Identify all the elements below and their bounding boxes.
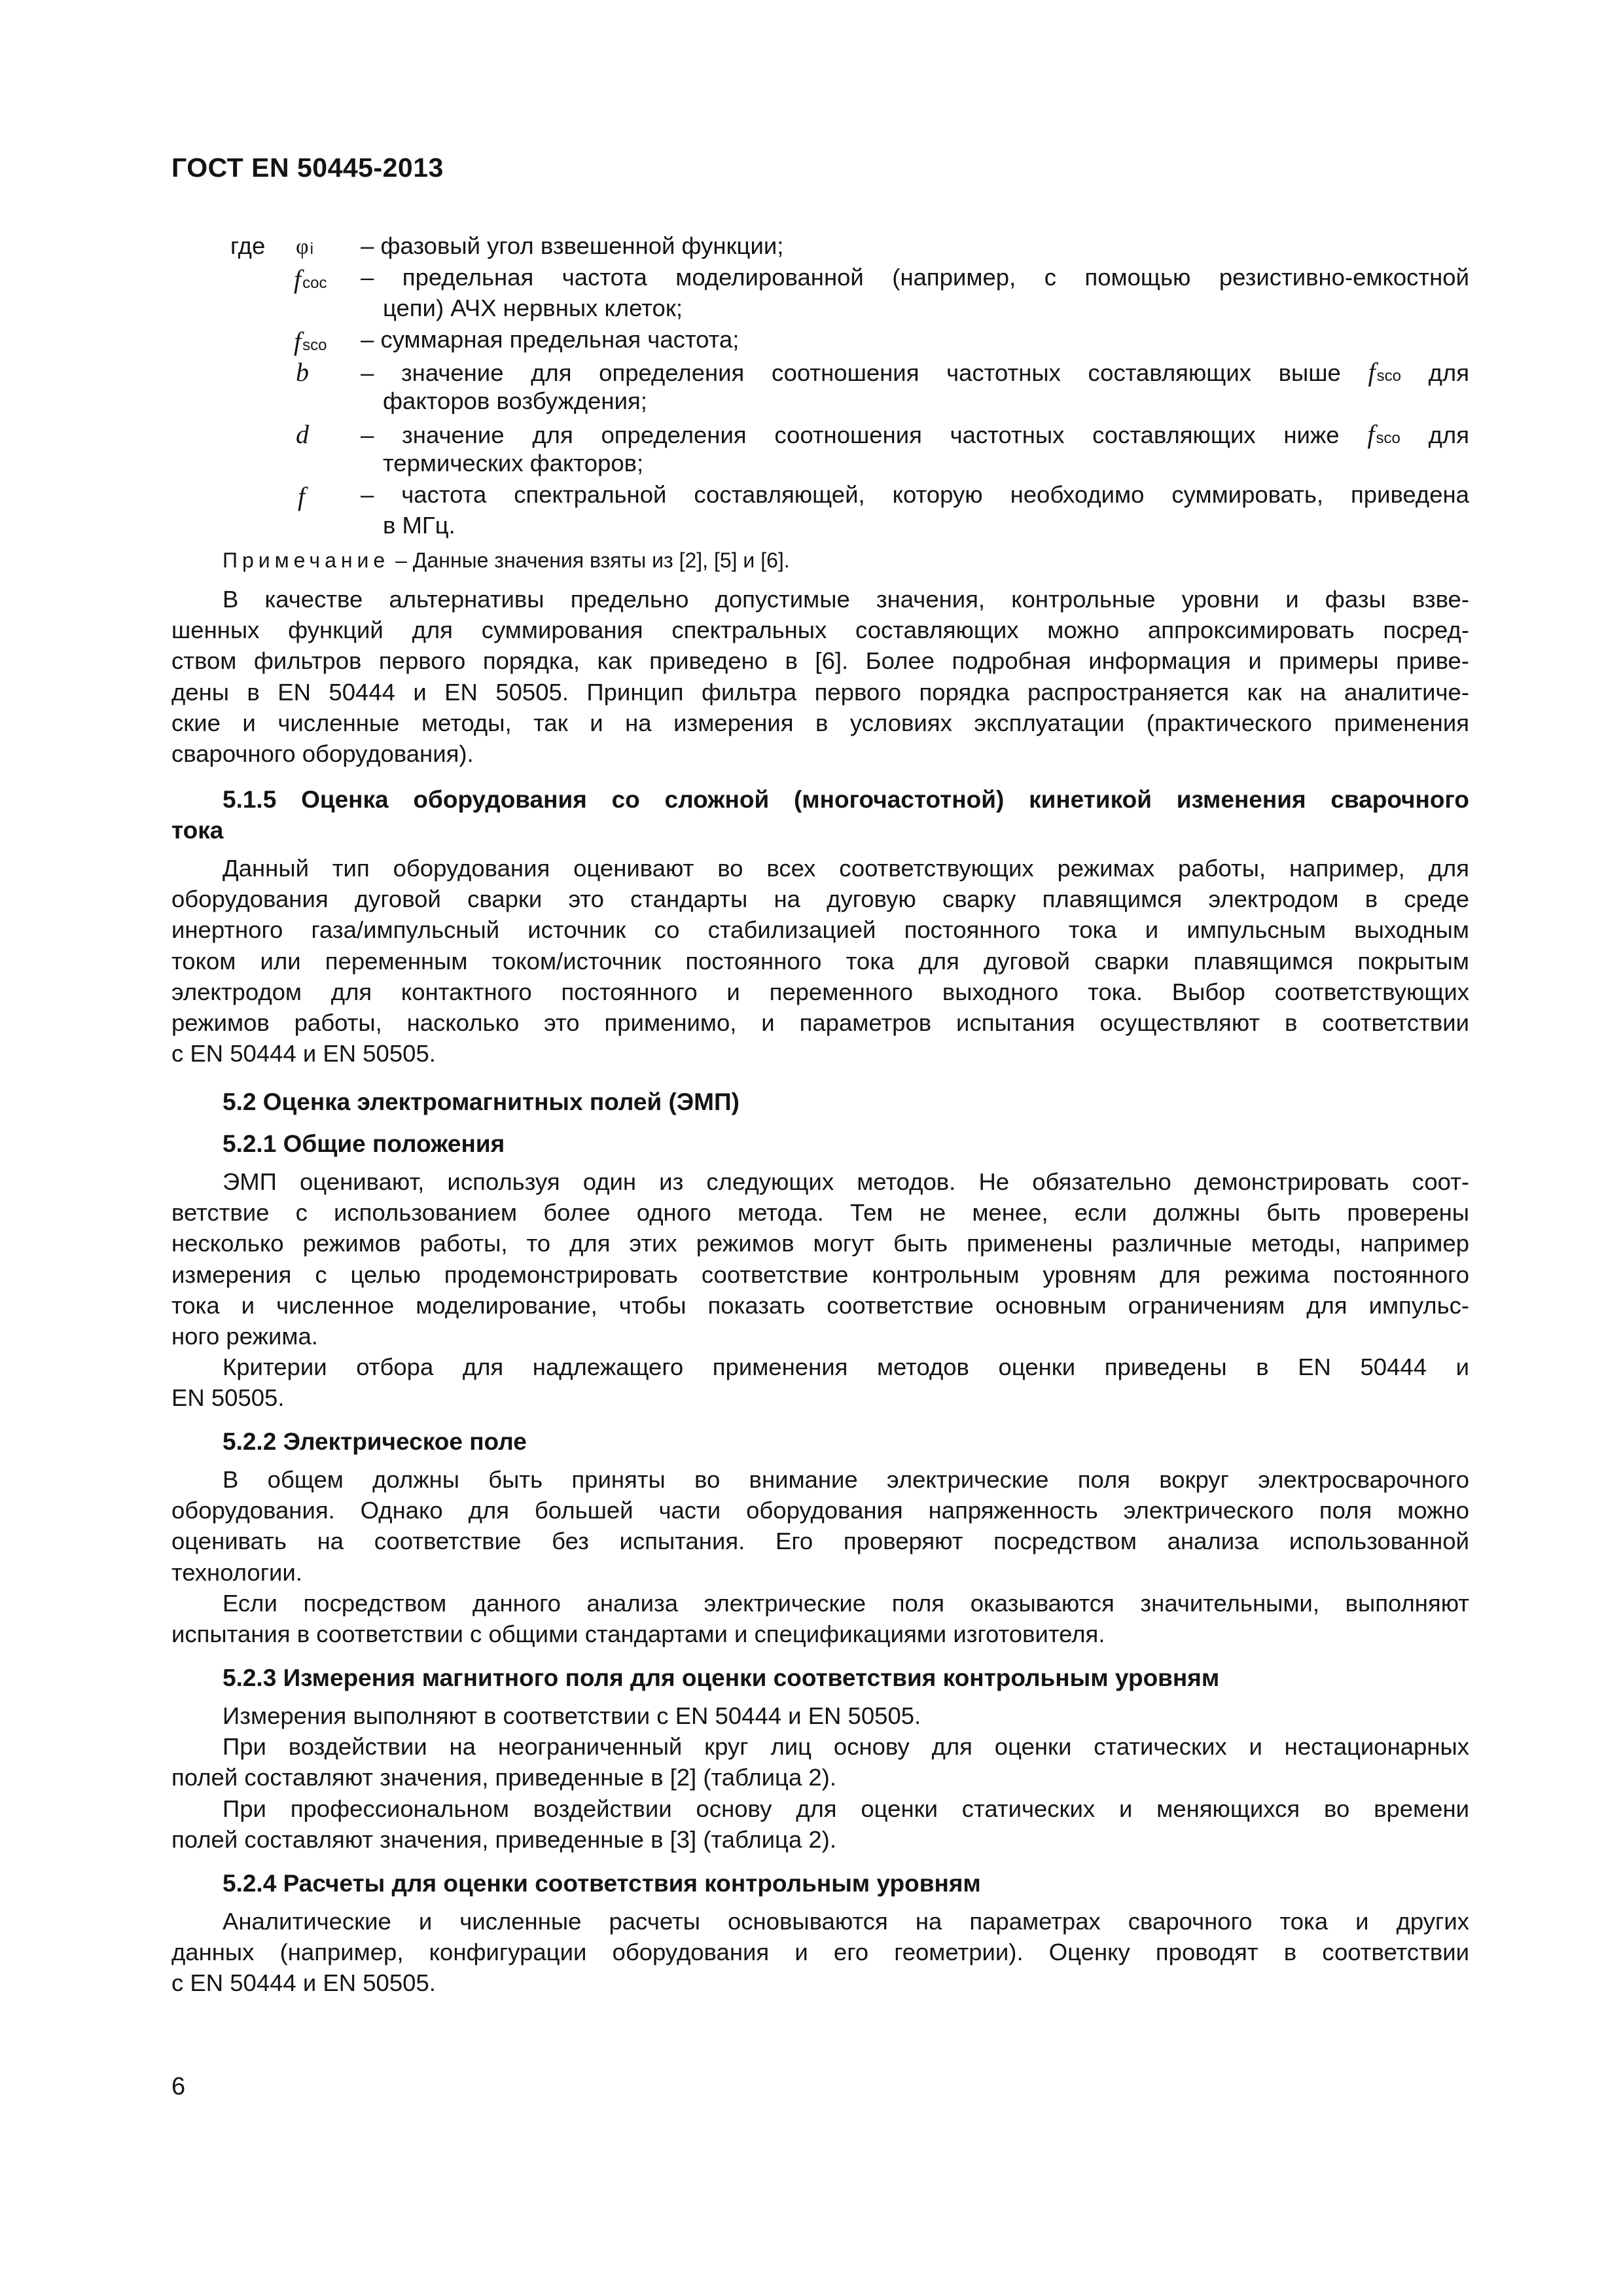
symbol-d: d bbox=[296, 420, 309, 449]
section-523-heading: 5.2.3 Измерения магнитного поля для оценки соответствия контрольным уровням bbox=[223, 1664, 1220, 1691]
definition-text: – фазовый угол взвешенной функции; bbox=[361, 232, 784, 259]
definition-tail: для bbox=[1428, 359, 1469, 386]
definition-text: – суммарная предельная частота; bbox=[361, 326, 740, 353]
section-523-p1 bbox=[171, 1700, 1469, 1731]
heading-line: 5.1.5 Оценка оборудования со сложной (многочастотной) кинетикой изменения сварочного bbox=[223, 786, 1469, 813]
text-line: с EN 50444 и EN 50505. bbox=[171, 1040, 436, 1067]
text-line: режимов работы, насколько это применимо, и параметров испытания осуществляют в соответствии bbox=[171, 1009, 1469, 1037]
text-line: электродом для контактного постоянного и переменного выходного тока. Выбор соответствующих bbox=[171, 978, 1469, 1005]
symbol-b: b bbox=[296, 357, 309, 387]
section-522-p2 bbox=[171, 1588, 1469, 1649]
inline-symbol-f-sco: fsco bbox=[1367, 420, 1400, 449]
definition-f bbox=[0, 481, 1623, 547]
definition-text-cont: термических факторов; bbox=[383, 450, 644, 476]
section-515-heading bbox=[171, 784, 1469, 846]
text-line: шенных функций для суммирования спектральных составляющих можно аппроксимировать посред- bbox=[171, 617, 1469, 644]
text-line: тока и численное моделирование, чтобы показать соответствие основным ограничениям для импульс- bbox=[171, 1291, 1469, 1319]
paragraph-alternative bbox=[171, 584, 1469, 769]
definition-fcoc bbox=[0, 264, 1623, 329]
section-521-heading: 5.2.1 Общие положения bbox=[223, 1130, 505, 1157]
text-line: Критерии отбора для надлежащего применения методов оценки приведены в EN 50444 и bbox=[223, 1354, 1469, 1380]
text-line: Аналитические и численные расчеты основываются на параметрах сварочного тока и других bbox=[223, 1908, 1469, 1935]
definition-text: – значение для определения соотношения частотных составляющих выше bbox=[361, 359, 1341, 386]
section-52-heading: 5.2 Оценка электромагнитных полей (ЭМП) bbox=[223, 1088, 740, 1115]
text-line: с EN 50444 и EN 50505. bbox=[171, 1969, 436, 1997]
text-line: ного режима. bbox=[171, 1323, 318, 1350]
text-line: полей составляют значения, приведенные в [2] (таблица 2). bbox=[171, 1764, 836, 1791]
note-label: Примечание bbox=[223, 548, 390, 572]
text-line: несколько режимов работы, то для этих режимов могут быть применены различные методы, например bbox=[171, 1230, 1469, 1257]
text-line: ские и численные методы, так и на измерения в условиях эксплуатации (практического применения bbox=[171, 709, 1469, 736]
page-number: 6 bbox=[171, 2073, 186, 2100]
text-line: Данный тип оборудования оценивают во всех соответствующих режимах работы, например, для bbox=[223, 855, 1469, 882]
definition-text-row bbox=[361, 357, 1469, 387]
section-522-heading: 5.2.2 Электрическое поле bbox=[223, 1428, 527, 1455]
section-524-heading: 5.2.4 Расчеты для оценки соответствия контрольным уровням bbox=[223, 1870, 981, 1897]
note-text: – Данные значения взяты из [2], [5] и [6]. bbox=[389, 548, 790, 572]
text-line: оценивать на соответствие без испытания. Его проверяют посредством анализа использованной bbox=[171, 1528, 1469, 1555]
text-line: током или переменным током/источник постоянного тока для дуговой сварки плавящимся покрытым bbox=[171, 947, 1469, 975]
section-522-p1 bbox=[171, 1464, 1469, 1588]
symbol-phi: φi bbox=[296, 235, 313, 259]
text-line: сварочного оборудования). bbox=[171, 740, 474, 768]
note bbox=[223, 548, 790, 573]
text-line: ЭМП оценивают, используя один из следующих методов. Не обязательно демонстрировать соот- bbox=[223, 1168, 1469, 1195]
text-line: EN 50505. bbox=[171, 1384, 285, 1412]
definition-text: – частота спектральной составляющей, которую необходимо суммировать, приведена bbox=[361, 481, 1469, 508]
definitions-lead: где bbox=[230, 232, 266, 259]
definition-b bbox=[0, 357, 1623, 422]
text-line: данных (например, конфигурации оборудования и его геометрии). Оценку проводят в соответствии bbox=[171, 1939, 1469, 1966]
text-line: оборудования. Однако для большей части оборудования напряженность электрического поля можно bbox=[171, 1497, 1469, 1524]
section-521-p1 bbox=[171, 1166, 1469, 1352]
definition-fsco bbox=[0, 326, 1623, 359]
text-line: Если посредством данного анализа электрические поля оказываются значительными, выполняют bbox=[223, 1590, 1469, 1617]
text-line: технологии. bbox=[171, 1558, 302, 1586]
text-line: испытания в соответствии с общими стандартами и спецификациями изготовителя. bbox=[171, 1621, 1105, 1648]
heading-line: тока bbox=[171, 817, 224, 844]
definition-text-row bbox=[361, 419, 1469, 450]
definition-d bbox=[0, 419, 1623, 484]
definition-text-cont: в МГц. bbox=[383, 512, 455, 539]
section-524-p1 bbox=[171, 1906, 1469, 1999]
text-line: При профессиональном воздействии основу для оценки статических и меняющихся во времени bbox=[223, 1795, 1469, 1822]
definition-text-cont: факторов возбуждения; bbox=[383, 387, 647, 414]
text-line: полей составляют значения, приведенные в [3] (таблица 2). bbox=[171, 1826, 836, 1854]
text-line: ством фильтров первого порядка, как приведено в [6]. Более подробная информация и примеры приве- bbox=[171, 647, 1469, 675]
section-521-p2 bbox=[171, 1352, 1469, 1413]
section-523-p3 bbox=[171, 1793, 1469, 1855]
text-line: ветствие с использованием более одного метода. Тем не менее, если должны быть проверены bbox=[171, 1199, 1469, 1227]
text-line: Измерения выполняют в соответствии с EN 50444 и EN 50505. bbox=[223, 1702, 921, 1729]
text-line: оборудования дуговой сварки это стандарты на дуговую сварку плавящимся электродом в среде bbox=[171, 886, 1469, 913]
text-line: измерения с целью продемонстрировать соответствие контрольным уровням для режима постоянного bbox=[171, 1261, 1469, 1288]
section-523-p2 bbox=[171, 1731, 1469, 1793]
section-515-body bbox=[171, 853, 1469, 1069]
definition-text: – значение для определения соотношения частотных составляющих ниже bbox=[361, 422, 1340, 448]
text-line: В качестве альтернативы предельно допустимые значения, контрольные уровни и фазы взве- bbox=[223, 586, 1469, 613]
definition-tail: для bbox=[1428, 422, 1469, 448]
definition-text-cont: цепи) АЧХ нервных клеток; bbox=[383, 295, 683, 321]
symbol-f-sco: fsco bbox=[294, 327, 327, 356]
inline-symbol-f-sco: fsco bbox=[1368, 357, 1401, 387]
text-line: инертного газа/импульсный источник со стабилизацией постоянного тока и импульсным выходным bbox=[171, 916, 1469, 944]
text-line: При воздействии на неограниченный круг лиц основу для оценки статических и нестационарных bbox=[223, 1733, 1469, 1760]
document-header-title: ГОСТ EN 50445-2013 bbox=[171, 152, 444, 183]
symbol-f: f bbox=[298, 482, 306, 511]
definition-phi bbox=[0, 232, 1623, 265]
text-line: дены в EN 50444 и EN 50505. Принцип фильтра первого порядка распространяется как на аналитиче- bbox=[171, 678, 1469, 706]
definition-text: – предельная частота моделированной (например, с помощью резистивно-емкостной bbox=[361, 264, 1469, 291]
symbol-f-coc: fcoc bbox=[294, 264, 327, 294]
text-line: В общем должны быть приняты во внимание электрические поля вокруг электросварочного bbox=[223, 1466, 1469, 1493]
